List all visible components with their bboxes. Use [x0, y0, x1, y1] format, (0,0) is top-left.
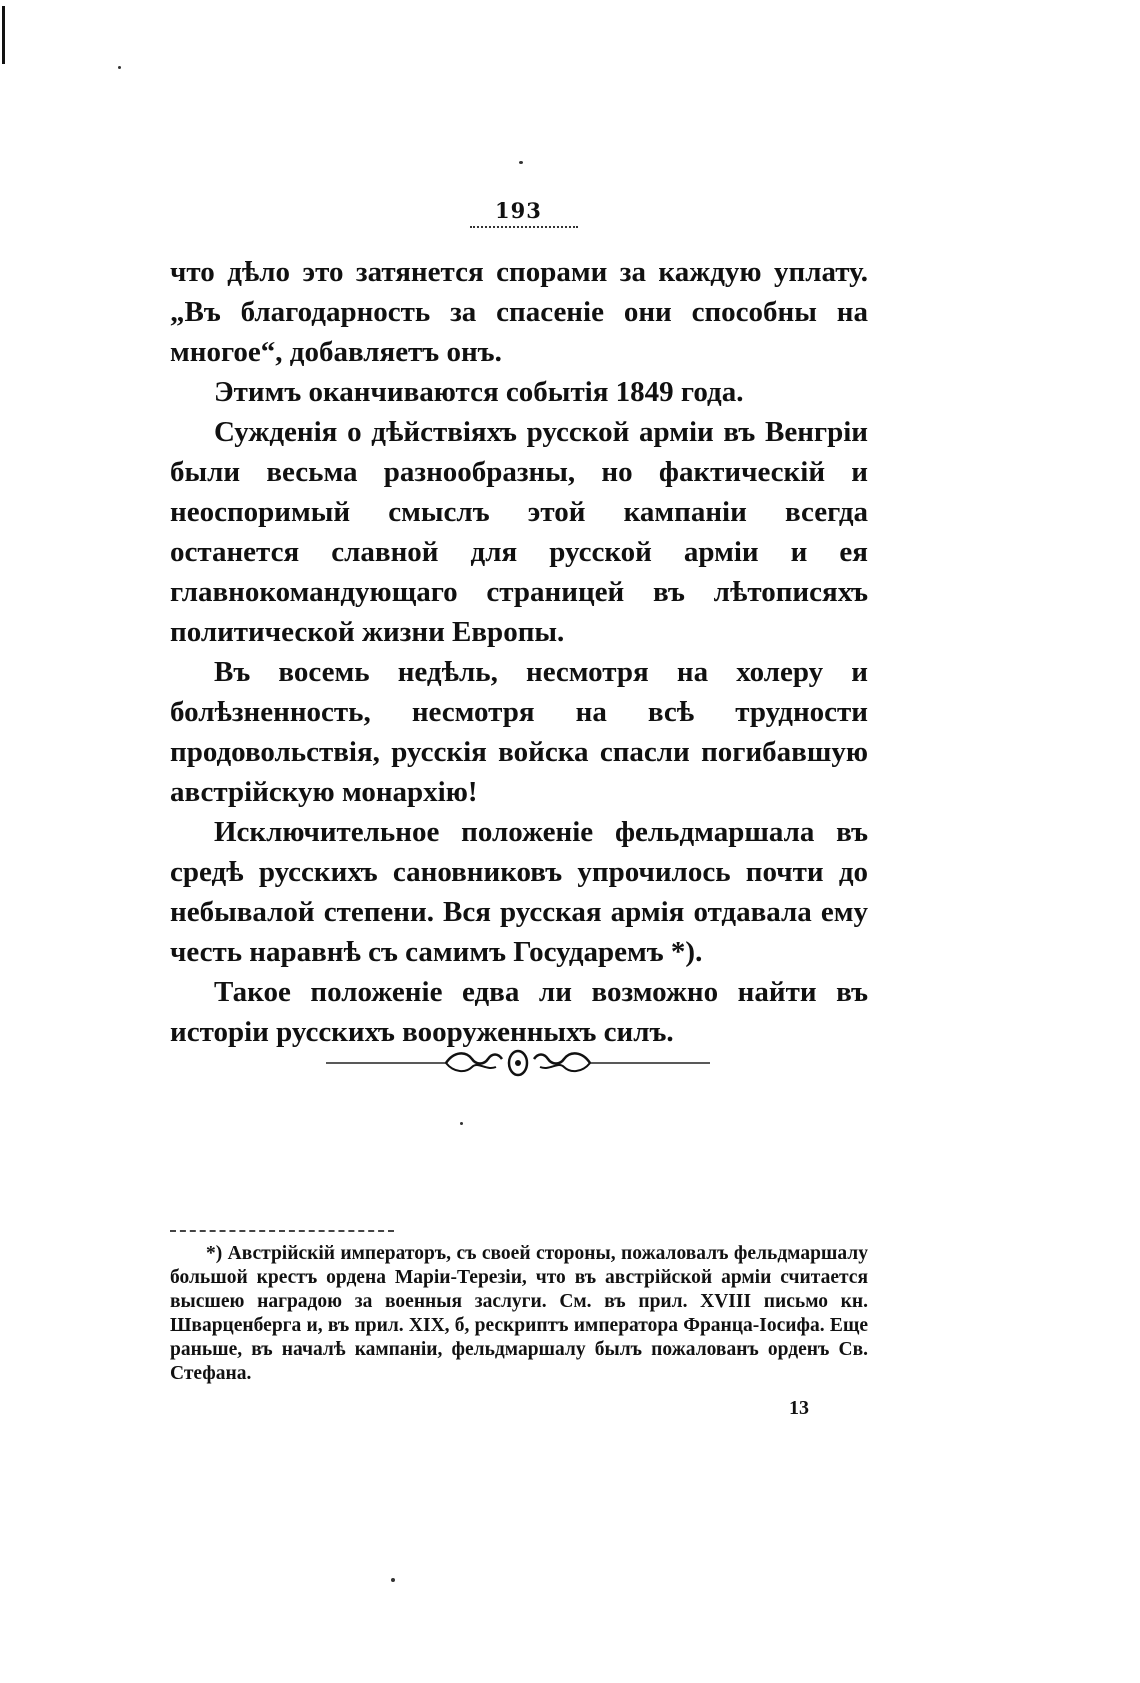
paragraph-5: Исключительное положеніе фельдмаршала въ средѣ русскихъ сановниковъ упрочилось почти до небывалой степени. Вся русская армія отдавала ему честь наравнѣ съ самимъ Государемъ *). — [170, 816, 868, 968]
page-number: 193 — [495, 198, 542, 223]
scan-speck — [391, 1578, 395, 1582]
paragraph-2: Этимъ оканчиваются событія 1849 года. — [214, 376, 744, 408]
decorative-scroll-ornament-icon — [326, 1043, 710, 1083]
scan-speck — [519, 161, 523, 164]
main-text — [170, 252, 868, 1052]
page-number-underline — [470, 226, 578, 228]
signature-mark: 13 — [789, 1397, 809, 1419]
paragraph-3: Сужденія о дѣйствіяхъ русской арміи въ Венгріи были весьма разнообразны, но фактическій и неоспоримый смыслъ этой кампаніи всегда останется славной для русской арміи и ея главнокомандующаго страницей въ лѣтописяхъ политической жизни Европы. — [170, 416, 868, 648]
scan-edge-mark — [2, 6, 5, 64]
scan-speck — [118, 66, 121, 69]
paragraph-4: Въ восемь недѣль, несмотря на холеру и болѣзненность, несмотря на всѣ трудности продовольствія, русскія войска спасли погибавшую австрійскую монархію! — [170, 656, 868, 808]
footnote-separator — [170, 1230, 394, 1232]
scan-speck — [460, 1122, 463, 1125]
paragraph-1: что дѣло это затянется спорами за каждую уплату. „Въ благодарность за спасеніе они способны на многое“, добавляетъ онъ. — [170, 256, 868, 368]
footnote: *) Австрійскій императоръ, съ своей стороны, пожаловалъ фельдмаршалу большой крестъ ордена Маріи-Терезіи, что въ австрійской арміи считается высшею наградою за военныя заслуги. См. въ прил. XVIII письмо кн. Шварценберга и, въ прил. XIX, б, рескриптъ императора Франца-Іосифа. Еще раньше, въ началѣ кампаніи, фельдмаршалу былъ пожалованъ орденъ Св. Стефана. — [170, 1243, 868, 1384]
paragraph-6: Такое положеніе едва ли возможно найти въ исторіи русскихъ вооруженныхъ силъ. — [170, 976, 868, 1048]
